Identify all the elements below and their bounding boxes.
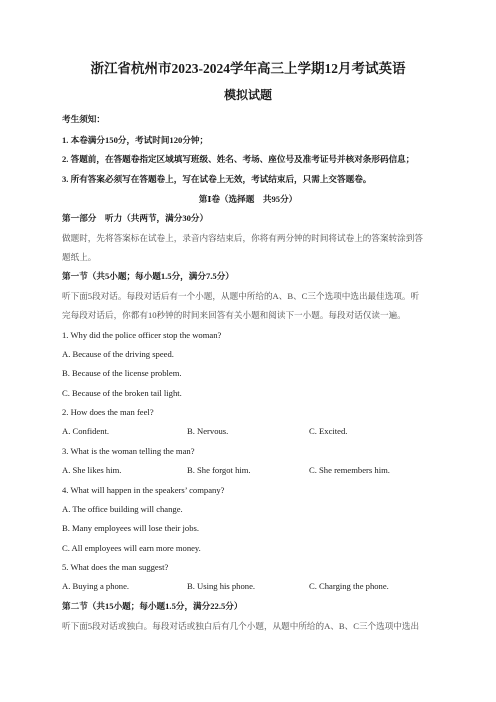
question-1-option-a: A. Because of the driving speed. (62, 349, 174, 359)
section1-heading: 第一节（共5小题；每小题1.5分，满分7.5分） (62, 271, 234, 281)
section1-instruction-line-1: 听下面5段对话。每段对话后有一个小题，从题中所给的A、B、C三个选项中选出最佳选项。听 (62, 291, 420, 301)
question-2-option-a: A. Confident. (62, 426, 110, 436)
question-4-option-c: C. All employees will earn more money. (62, 543, 201, 553)
question-3-stem: 3. What is the woman telling the man? (62, 446, 195, 456)
notice-heading: 考生须知： (62, 114, 105, 124)
question-3-option-b: B. She forgot him. (187, 465, 251, 475)
volume-title: 第Ⅰ卷（选择题 共95分） (198, 194, 298, 204)
notice-item-1: 1. 本卷满分150分，考试时间120分钟； (62, 135, 209, 145)
question-2-option-b: B. Nervous. (187, 426, 229, 436)
part1-intro-line-2: 题纸上。 (62, 252, 97, 262)
question-4-option-a: A. The office building will change. (62, 504, 183, 514)
question-1-option-c: C. Because of the broken tail light. (62, 388, 182, 398)
question-4-stem: 4. What will happen in the speakers’ company? (62, 485, 225, 495)
question-5-stem: 5. What does the man suggest? (62, 562, 169, 572)
page-subtitle: 模拟试题 (223, 88, 272, 102)
question-1-stem: 1. Why did the police officer stop the woman? (62, 330, 222, 340)
question-3-option-a: A. She likes him. (62, 465, 122, 475)
question-4-option-b: B. Many employees will lose their jobs. (62, 523, 200, 533)
question-5-option-b: B. Using his phone. (187, 581, 256, 591)
section2-instruction-line-1: 听下面5段对话或独白。每段对话或独白后有几个小题，从题中所给的A、B、C三个选项中选出 (62, 621, 420, 631)
part1-heading: 第一部分 听力（共两节，满分30分） (62, 213, 209, 223)
question-3-option-c: C. She remembers him. (309, 465, 390, 475)
question-5-option-a: A. Buying a phone. (62, 581, 130, 591)
page-title: 浙江省杭州市2023-2024学年高三上学期12月考试英语 (90, 61, 406, 76)
notice-item-3: 3. 所有答案必须写在答题卷上，写在试卷上无效，考试结束后，只需上交答题卷。 (62, 174, 372, 184)
section1-instruction-line-2: 完每段对话后，你都有10秒钟的时间来回答有关小题和阅读下一小题。每段对话仅读一遍。 (62, 310, 406, 320)
notice-item-2: 2. 答题前，在答题卷指定区域填写班级、姓名、考场、座位号及准考证号并核对条形码信息； (62, 154, 415, 164)
question-5-option-c: C. Charging the phone. (309, 581, 389, 591)
question-2-stem: 2. How does the man feel? (62, 407, 154, 417)
section2-heading: 第二节（共15小题；每小题1.5分，满分22.5分） (62, 601, 243, 611)
part1-intro-line-1: 做题时，先将答案标在试卷上，录音内容结束后，你将有两分钟的时间将试卷上的答案转涂到答 (62, 233, 423, 243)
question-2-option-c: C. Excited. (309, 426, 348, 436)
question-1-option-b: B. Because of the license problem. (62, 368, 182, 378)
